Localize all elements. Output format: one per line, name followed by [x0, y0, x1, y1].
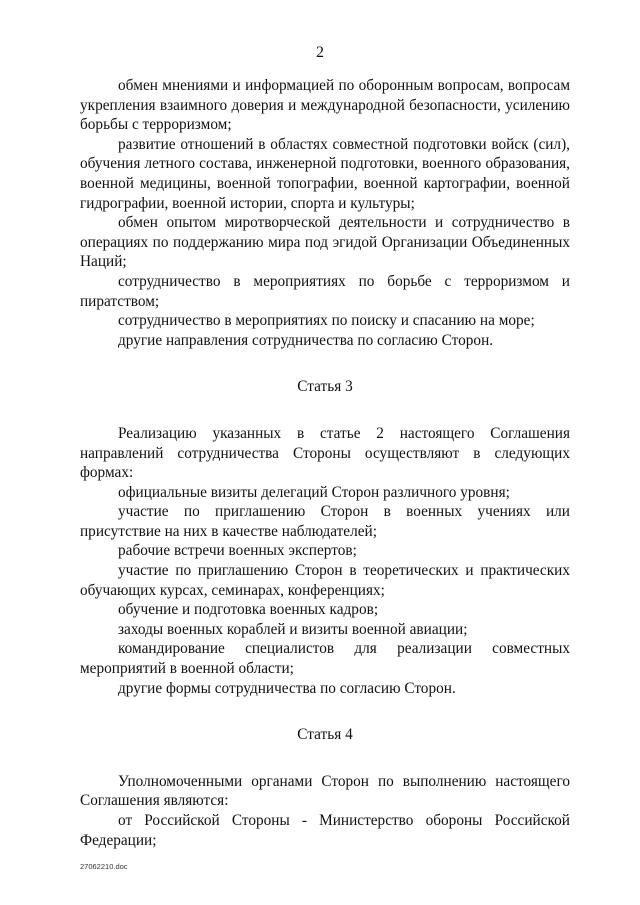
paragraph: официальные визиты делегаций Сторон различного уровня; [118, 483, 510, 501]
paragraph: сотрудничество в мероприятиях по поиску и спасанию на море; [118, 312, 535, 330]
paragraph: развитие отношений в областях совместной подготовки войск (сил), обучения летного состава, инженерной подготовки, военного образования, военной медицины, военной топографии, военной картографии, военной гидрографии, военной истории, спорта и культуры; [80, 135, 570, 212]
file-code-footer: 27062210.doc [80, 862, 128, 871]
paragraph: от Российской Стороны - Министерство обороны Российской Федерации; [80, 812, 570, 849]
paragraph: сотрудничество в мероприятиях по борьбе с терроризмом и пиратством; [80, 272, 570, 310]
paragraph: Уполномоченными органами Сторон по выполнению настоящего Соглашения являются: [80, 772, 570, 810]
article-3-heading: Статья 3 [297, 378, 353, 396]
paragraph: рабочие встречи военных экспертов; [118, 542, 357, 560]
article-4-heading: Статья 4 [297, 726, 353, 744]
page-number: 2 [316, 44, 324, 61]
paragraph: обмен мнениями и информацией по оборонным вопросам, вопросам укрепления взаимного доверия и международной безопасности, усилению борьбы с терроризмом; [80, 77, 570, 134]
document-body [80, 76, 570, 850]
paragraph: командирование специалистов для реализации совместных мероприятий в военной области; [80, 640, 570, 678]
paragraph: участие по приглашению Сторон в военных учениях или присутствие на них в качестве наблюдателей; [80, 503, 570, 540]
paragraph: обмен опытом миротворческой деятельности и сотрудничество в операциях по поддержанию мира под эгидой Организации Объединенных Наций; [80, 214, 570, 271]
paragraph: другие направления сотрудничества по согласию Сторон. [118, 331, 494, 349]
paragraph: Реализацию указанных в статье 2 настоящего Соглашения направлений сотрудничества Стороны осуществляют в следующих формах: [80, 424, 570, 482]
paragraph: заходы военных кораблей и визиты военной авиации; [118, 620, 468, 638]
paragraph: обучение и подготовка военных кадров; [118, 601, 379, 619]
paragraph: другие формы сотрудничества по согласию Сторон. [118, 679, 456, 697]
paragraph: участие по приглашению Сторон в теоретических и практических обучающих курсах, семинарах, конференциях; [80, 562, 570, 599]
